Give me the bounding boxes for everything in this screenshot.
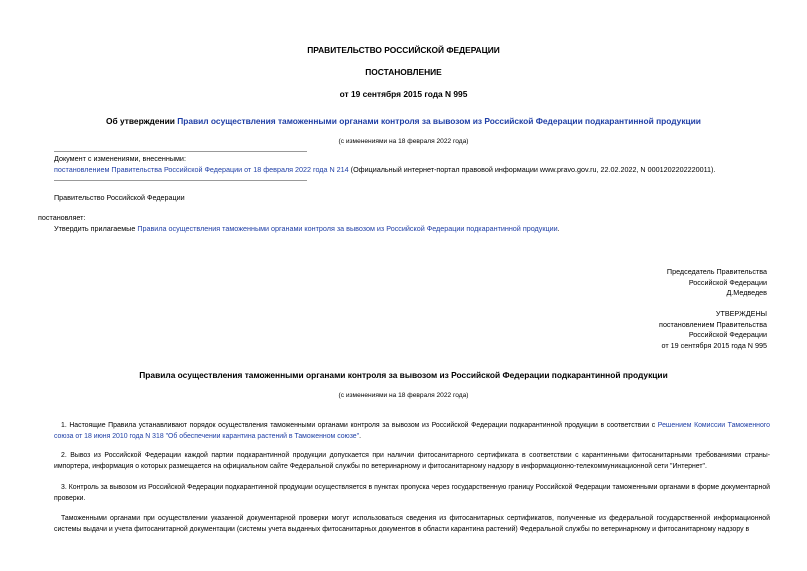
signature-name: Д.Медведев [726, 288, 767, 298]
amendments-line [54, 165, 715, 175]
decrees-word: постановляет: [38, 213, 86, 222]
amendments-bottom-rule [54, 180, 307, 181]
approval-country: Российской Федерации [688, 330, 767, 340]
approve-line [54, 224, 560, 234]
signature-country: Российской Федерации [688, 277, 767, 287]
document-title [0, 116, 807, 127]
title-changes-note: (с изменениями на 18 февраля 2022 года) [338, 138, 469, 145]
rules-paragraph-4: Таможенными органами при осуществлении указанной документарной проверки могут использоваться сведения из фитосанитарных сертификатов, полученные из федеральной государственной информационной системы выдачи и учета фитосанитарной документации (системы учета выданных фитосанитарных документов в области карантина растений) Федеральной службы по ветеринарному и фитосанитарному надзору в [54, 515, 770, 533]
document-title-prefix: Об утверждении [106, 116, 178, 126]
approve-suffix: . [557, 224, 560, 233]
approve-prefix: Утвердить прилагаемые [54, 224, 138, 233]
amendment-decree-link[interactable]: постановлением Правительства Российской Федерации от 18 февраля 2022 года N 214 [54, 165, 349, 174]
document-type-heading: ПОСТАНОВЛЕНИЕ [365, 67, 442, 77]
document-date-number: от 19 сентября 2015 года N 995 [339, 89, 468, 99]
signature-block [667, 267, 767, 299]
government-line: Правительство Российской Федерации [54, 193, 185, 202]
paragraph-1-text: 1. Настоящие Правила устанавливают порядок осуществления таможенными органами контроля за вывозом из Российской Федерации подкарантинной продукции в соответствии с [61, 422, 658, 429]
signature-title: Председатель Правительства [666, 267, 767, 276]
amendments-intro: Документ с изменениями, внесенными: [54, 154, 186, 163]
approval-word: УТВЕРЖДЕНЫ [715, 309, 767, 318]
rules-changes-note: (с изменениями на 18 февраля 2022 года) [338, 392, 469, 399]
rules-paragraph-1 [54, 421, 770, 442]
approved-rules-link[interactable]: Правила осуществления таможенными органами контроля за вывозом из Российской Федерации подкарантинной продукции [137, 224, 558, 233]
approval-date: от 19 сентября 2015 года N 995 [661, 340, 767, 350]
approval-by: постановлением Правительства [659, 319, 767, 329]
rules-paragraph-3: 3. Контроль за вывозом из Российской Федерации подкарантинной продукции осуществляется в пунктах пропуска через государственную границу Российской Федерации таможенными органами в форме документарной проверки. [54, 484, 770, 502]
rules-paragraph-2: 2. Вывоз из Российской Федерации каждой партии подкарантинной продукции допускается при наличии фитосанитарного сертификата в соответствии с карантинными фитосанитарными требованиями страны-импортера, информация о которых размещается на официальном сайте Федеральной службы по ветеринарному и фитосанитарному надзору в информационно-телекоммуникационной сети "Интернет". [54, 452, 770, 470]
government-heading: ПРАВИТЕЛЬСТВО РОССИЙСКОЙ ФЕДЕРАЦИИ [307, 45, 500, 55]
amendment-source: (Официальный интернет-портал правовой информации www.pravo.gov.ru, 22.02.2022, N 0001202202220011). [348, 165, 716, 174]
rules-title-link[interactable]: Правил осуществления таможенными органами контроля за вывозом из Российской Федерации подкарантинной продукции [177, 116, 701, 126]
amendments-top-rule [54, 151, 307, 152]
paragraph-1-end: . [359, 432, 362, 440]
rules-heading: Правила осуществления таможенными органами контроля за вывозом из Российской Федерации подкарантинной продукции [139, 370, 668, 380]
customs-union-decision-link[interactable]: Решением Комиссии Таможенного союза от 18 июня 2010 года N 318 "Об обеспечении карантина растений в Таможенном союзе" [54, 422, 770, 440]
approval-stamp [659, 309, 767, 351]
